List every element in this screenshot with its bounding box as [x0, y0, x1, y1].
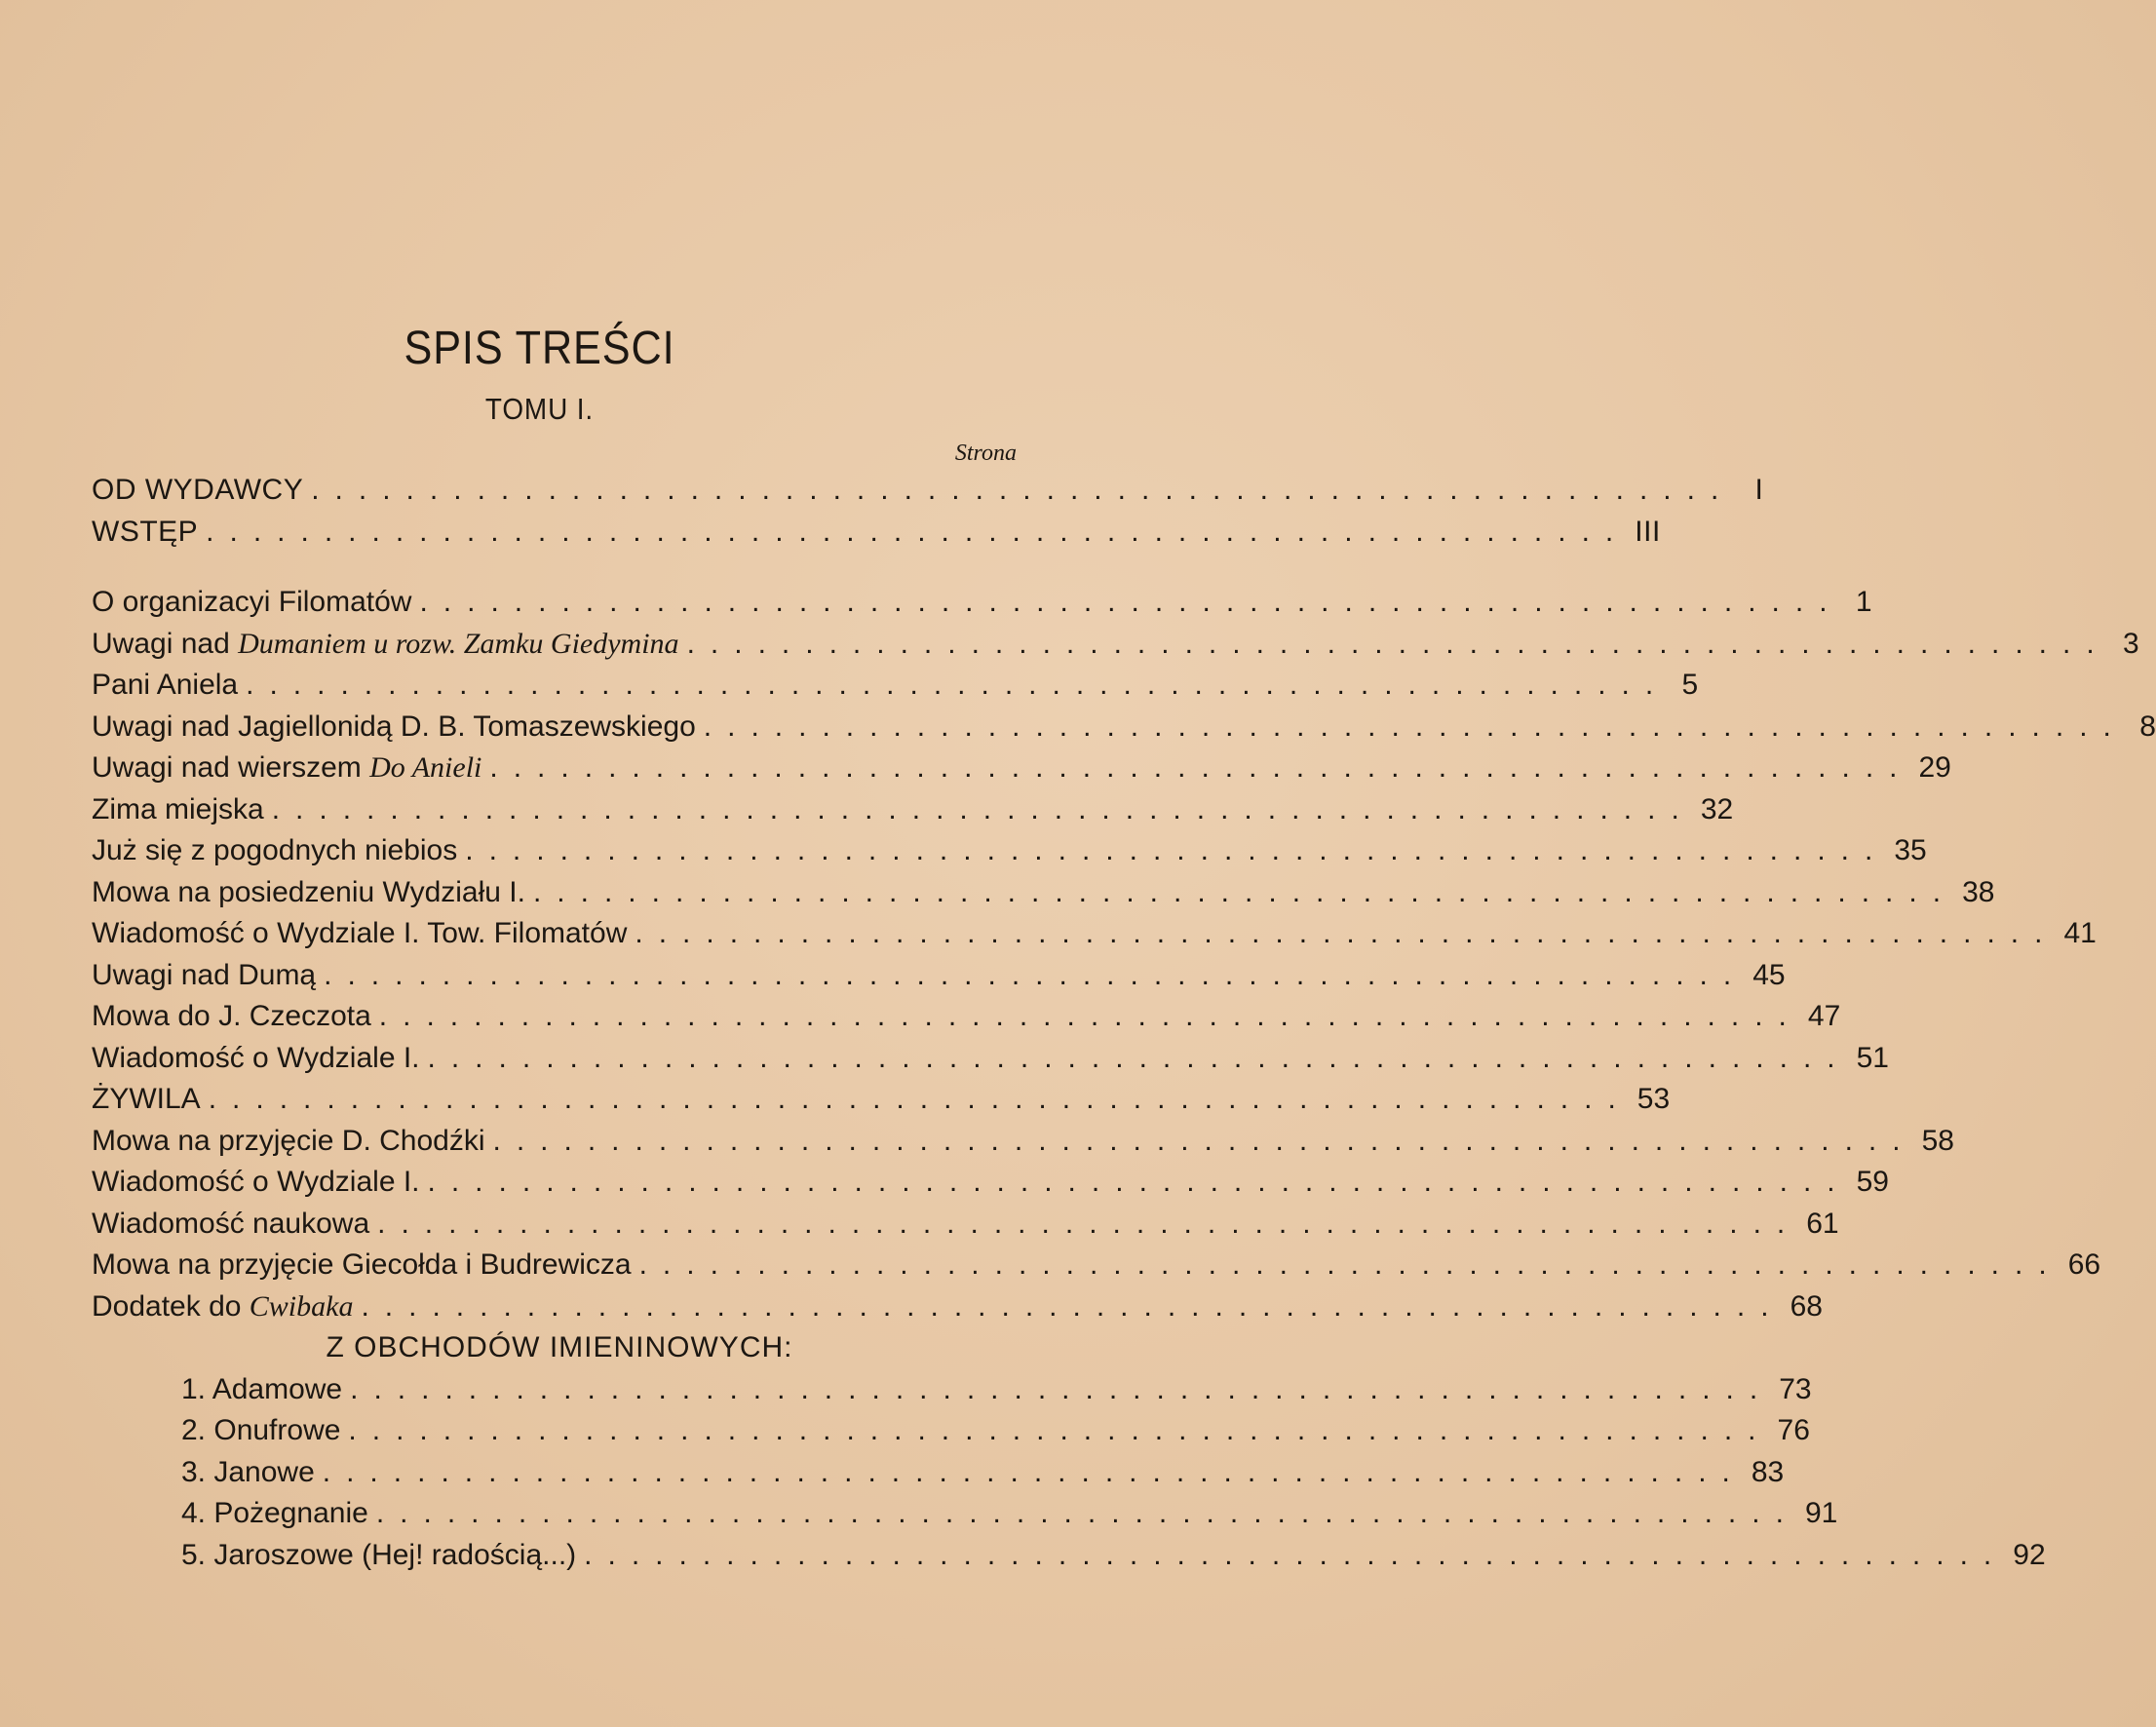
toc-entry-title-text: Wiadomość o Wydziale I.: [92, 1166, 420, 1198]
toc-entry: [92, 1245, 2101, 1286]
toc-entry-title: [92, 1038, 420, 1080]
toc-entry-title: [92, 748, 481, 789]
section-heading: Z OBCHODÓW IMIENINOWYCH:: [326, 1331, 793, 1363]
toc-entry-title: [92, 996, 371, 1038]
dot-leader: ............................................................: [375, 1497, 1799, 1529]
toc-entry-title-text: Wiadomość o Wydziale I. Tow. Filomatów: [92, 917, 628, 949]
dot-leader: ............................................................: [378, 1000, 1802, 1032]
dot-leader: ............................................................: [638, 1248, 2062, 1281]
dot-leader: ............................................................: [419, 586, 1843, 618]
toc-entry-page-number: 83: [1751, 1455, 1785, 1488]
toc-entry: [92, 1369, 1812, 1411]
toc-entry-title: [92, 1535, 576, 1577]
toc-entry-title-text: 5. Jaroszowe (Hej! radością...): [181, 1538, 577, 1571]
toc-entry-page-number: 3: [2122, 627, 2139, 660]
toc-entry-page-number: 59: [1856, 1166, 1889, 1198]
dot-leader: ............................................................: [635, 917, 2059, 949]
toc-entry: [92, 1038, 1889, 1080]
toc-entry-title: [92, 1079, 201, 1121]
toc-entry: [92, 830, 1927, 872]
toc-entry-title: [92, 582, 411, 624]
toc-entry-title-text: 4. Pożegnanie: [181, 1497, 368, 1529]
toc-entry: [92, 1286, 1823, 1328]
entries-list: [92, 582, 2156, 1327]
toc-entry: [92, 996, 1841, 1038]
toc-entry-page-number: 1: [1855, 586, 1872, 618]
toc-entry-title-text: 1. Adamowe: [181, 1372, 343, 1405]
toc-entry-title: [92, 707, 696, 748]
toc-entry: [92, 1452, 1785, 1494]
toc-entry-title: [92, 1493, 368, 1535]
toc-entry: [92, 748, 1951, 789]
toc-entry-title-text: ŻYWILA: [92, 1083, 201, 1115]
toc-entry-page-number: 58: [1921, 1124, 1954, 1157]
dot-leader: ............................................................: [427, 1166, 1851, 1198]
toc-entry-title: [92, 1286, 353, 1328]
toc-entry-title: [92, 830, 457, 872]
toc-entry: [92, 789, 1734, 831]
front-matter-list: [92, 470, 1764, 553]
volume-subtitle: TOMU I.: [484, 392, 595, 426]
toc-entry-title: [92, 1369, 342, 1411]
toc-entry-title-text: Wiadomość o Wydziale I.: [92, 1041, 420, 1074]
toc-entry-title: [92, 512, 198, 554]
toc-entry-title-text: Mowa do J. Czeczota: [92, 1000, 371, 1032]
toc-entry: [92, 1410, 1810, 1452]
dot-leader: ............................................................: [311, 474, 1735, 506]
dot-leader: ............................................................: [361, 1289, 1785, 1323]
toc-entry-page-number: I: [1754, 474, 1764, 506]
toc-entry-title-text: OD WYDAWCY: [92, 474, 304, 506]
toc-entry-title: [92, 872, 525, 914]
toc-entry-page-number: 5: [1681, 669, 1699, 701]
toc-entry-title: [92, 1245, 632, 1286]
toc-entry-page-number: 45: [1752, 958, 1786, 991]
section-gap: [92, 553, 1018, 582]
toc-entry: [92, 955, 1786, 997]
dot-leader: ............................................................: [348, 1414, 1772, 1446]
toc-entry-title-text: WSTĘP: [92, 515, 199, 548]
dot-leader: ............................................................: [584, 1538, 2008, 1571]
toc-entry-page-number: 51: [1856, 1041, 1889, 1074]
toc-entry-page-number: 91: [1804, 1497, 1838, 1529]
toc-entry-title-text: Wiadomość naukowa: [92, 1207, 370, 1240]
toc-entry-title: [92, 1410, 340, 1452]
toc-entry: [92, 582, 1872, 624]
toc-entry: [92, 707, 2156, 748]
toc-entry-title: [92, 789, 264, 831]
toc-entry-title-text: Już się z pogodnych niebios: [92, 834, 458, 866]
toc-entry-title: [92, 624, 679, 666]
dot-leader: ............................................................: [489, 751, 1913, 784]
dot-leader: ............................................................: [324, 958, 1748, 991]
dot-leader: ............................................................: [322, 1455, 1746, 1488]
dot-leader: ............................................................: [427, 1041, 1851, 1074]
dot-leader: ............................................................: [686, 627, 2110, 660]
toc-entry-page-number: 41: [2063, 917, 2097, 949]
toc-entry: [92, 665, 1699, 707]
dot-leader: ............................................................: [492, 1124, 1916, 1157]
sub-entries-list: [92, 1369, 2046, 1577]
dot-leader: ............................................................: [271, 792, 1695, 825]
toc-entry-title: [92, 1121, 485, 1163]
toc-entry: [92, 1535, 2046, 1577]
toc-entry: [92, 1493, 1838, 1535]
toc-entry-page-number: 53: [1636, 1083, 1671, 1115]
toc-entry-page-number: 47: [1807, 1000, 1841, 1032]
toc-entry-title-text: Zima miejska: [92, 792, 264, 825]
toc-entry-title: [92, 913, 627, 955]
toc-entry: [92, 1162, 1889, 1204]
toc-entry-page-number: 66: [2067, 1248, 2101, 1281]
toc-entry-title-italic: Do Anieli: [369, 751, 482, 784]
toc-entry-page-number: 92: [2013, 1538, 2046, 1571]
toc-entry: [92, 470, 1764, 512]
toc-entry-title-text: Uwagi nad Dumą: [92, 958, 317, 991]
toc-entry-title: [92, 1204, 369, 1246]
toc-entry-title-text: Uwagi nad wierszem: [92, 751, 370, 784]
toc-entry: [92, 1204, 1839, 1246]
dot-leader: ............................................................: [465, 834, 1889, 866]
toc-entry-page-number: 68: [1790, 1289, 1823, 1323]
dot-leader: ............................................................: [703, 710, 2127, 743]
toc-entry-page-number: 8: [2139, 710, 2156, 743]
toc-entry-page-number: 32: [1700, 792, 1734, 825]
dot-leader: ............................................................: [377, 1207, 1801, 1240]
toc-entry-title-text: Mowa na przyjęcie D. Chodźki: [92, 1124, 485, 1157]
dot-leader: ............................................................: [206, 515, 1630, 548]
toc-entry: [92, 624, 2139, 666]
toc-entry: [92, 913, 2097, 955]
page-title: SPIS TREŚCI: [404, 323, 675, 374]
toc-entry-title-text: O organizacyi Filomatów: [92, 586, 412, 618]
toc-entry-title-text: Dodatek do: [92, 1289, 250, 1323]
toc-entry-title: [92, 955, 316, 997]
toc-entry-title: [92, 665, 238, 707]
toc-entry-title-italic: Dumaniem u rozw. Zamku Giedymina: [238, 627, 679, 660]
toc-entry: [92, 1121, 1954, 1163]
toc-entry-title-text: Pani Aniela: [92, 669, 239, 701]
toc-entry-page-number: 61: [1806, 1207, 1839, 1240]
toc-entry-title-text: 3. Janowe: [181, 1455, 315, 1488]
toc-entry-title-text: Mowa na przyjęcie Giecołda i Budrewicza: [92, 1248, 632, 1281]
toc-entry-title-italic: Cwibaka: [249, 1289, 354, 1323]
toc-entry: [92, 872, 1995, 914]
toc-entry-title-text: 2. Onufrowe: [181, 1414, 341, 1446]
toc-entry: [92, 512, 1661, 554]
toc-entry-page-number: 38: [1962, 875, 1995, 908]
toc-entry-page-number: 35: [1894, 834, 1927, 866]
toc-entry-title: [92, 1452, 315, 1494]
toc-entry-title-text: Mowa na posiedzeniu Wydziału I.: [92, 875, 525, 908]
toc-entry-page-number: III: [1635, 515, 1661, 548]
toc-entry-page-number: 76: [1777, 1414, 1810, 1446]
toc-entry: [92, 1079, 1671, 1121]
toc-entry-title-text: Uwagi nad: [92, 627, 239, 660]
toc-entry-title-text: Uwagi nad Jagiellonidą D. B. Tomaszewskiego: [92, 710, 696, 743]
dot-leader: ............................................................: [532, 875, 1957, 908]
dot-leader: ............................................................: [246, 669, 1670, 701]
table-of-contents: [92, 470, 2156, 1576]
toc-entry-title: [92, 1162, 420, 1204]
toc-entry-title: [92, 470, 303, 512]
dot-leader: ............................................................: [350, 1372, 1774, 1405]
dot-leader: ............................................................: [208, 1083, 1632, 1115]
page-column-label: Strona: [954, 441, 1017, 466]
toc-entry-page-number: 29: [1918, 751, 1951, 784]
toc-entry-page-number: 73: [1779, 1372, 1812, 1405]
